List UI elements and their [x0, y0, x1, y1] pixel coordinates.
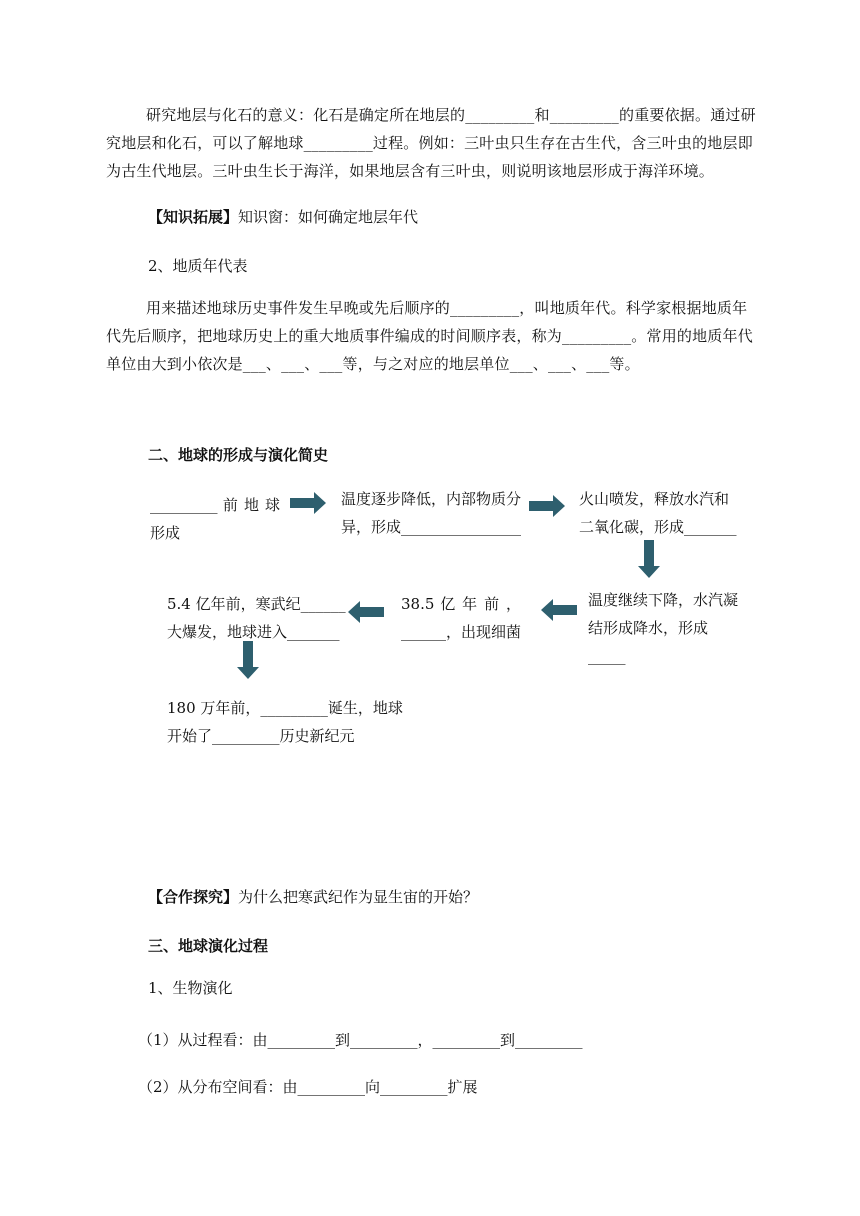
section2-heading: 二、地球的形成与演化简史	[148, 446, 329, 464]
knowledge-extension	[148, 203, 418, 231]
section3-heading: 三、地球演化过程	[148, 937, 269, 955]
section3-item-2: （2）从分布空间看：由_________向_________扩展	[138, 1078, 478, 1096]
arrow-left-icon	[541, 599, 577, 621]
flow-box-line: 大爆发，地球进入_______	[167, 623, 340, 641]
flow-box-line: 异，形成________________	[341, 518, 522, 536]
arrow-down-icon	[638, 540, 660, 578]
flow-box-line: 38.5 亿 年 前 ，	[401, 595, 521, 613]
intro-paragraph: 研究地层与化石的意义：化石是确定所在地层的_________和_________的重要依据。通过研究地层和化石，可以了解地球_________过程。例如：三叶虫只生存在古生代，含三叶虫的地层即为古生代地层。三叶虫生长于海洋，如果地层含有三叶虫，则说明该地层形成于海洋环境。	[106, 106, 756, 180]
timescale-heading: 2、地质年代表	[148, 257, 248, 275]
flow-box-earth-formation	[150, 491, 280, 547]
flow-box-line: 180 万年前，_________诞生，地球	[167, 699, 403, 717]
flow-box-line: 二氧化碳，形成_______	[579, 518, 737, 536]
flow-box-volcanism	[579, 485, 739, 541]
section3-subheading: 1、生物演化	[148, 979, 233, 997]
knowledge-extension-text: 知识窗：如何确定地层年代	[238, 208, 419, 226]
flow-box-cambrian	[167, 590, 347, 646]
flow-box-line: 结形成降水，形成_____	[588, 619, 709, 665]
arrow-down-icon	[237, 641, 259, 679]
flow-box-line: 温度逐步降低，内部物质分	[341, 490, 522, 508]
timescale-paragraph: 用来描述地球历史事件发生早晚或先后顺序的_________，叫地质年代。科学家根据地质年代先后顺序，把地球历史上的重大地质事件编成的时间顺序表，称为_________。常用的地质年代单位由大到小依次是___、___、___等，与之对应的地层单位___、___、___等。	[106, 299, 753, 373]
flow-box-line: 5.4 亿年前，寒武纪______	[167, 595, 346, 613]
section3-item-1: （1）从过程看：由_________到_________，_________到_________	[138, 1031, 583, 1049]
flow-box-line: 开始了_________历史新纪元	[167, 727, 355, 745]
flow-box-line: ______，出现细菌	[401, 623, 522, 641]
cooperation-inquiry	[148, 883, 478, 911]
knowledge-extension-tag: 【知识拓展】	[148, 208, 239, 226]
flow-box-line: 火山喷发，释放水汽和	[579, 490, 730, 508]
arrow-left-icon	[348, 601, 384, 623]
flow-box-line: _________ 前 地 球	[150, 496, 280, 514]
flow-box-differentiation	[341, 485, 521, 541]
flow-box-line: 温度继续下降，水汽凝	[588, 591, 739, 609]
flow-box-bacteria	[401, 590, 521, 646]
flow-box-line: 形成	[150, 524, 181, 542]
cooperation-question: 为什么把寒武纪作为显生宙的开始？	[238, 888, 479, 906]
arrow-right-icon	[290, 492, 326, 514]
arrow-right-icon	[529, 495, 565, 517]
flow-box-humans	[167, 694, 427, 750]
flow-box-precipitation	[588, 586, 743, 670]
cooperation-tag: 【合作探究】	[148, 888, 239, 906]
